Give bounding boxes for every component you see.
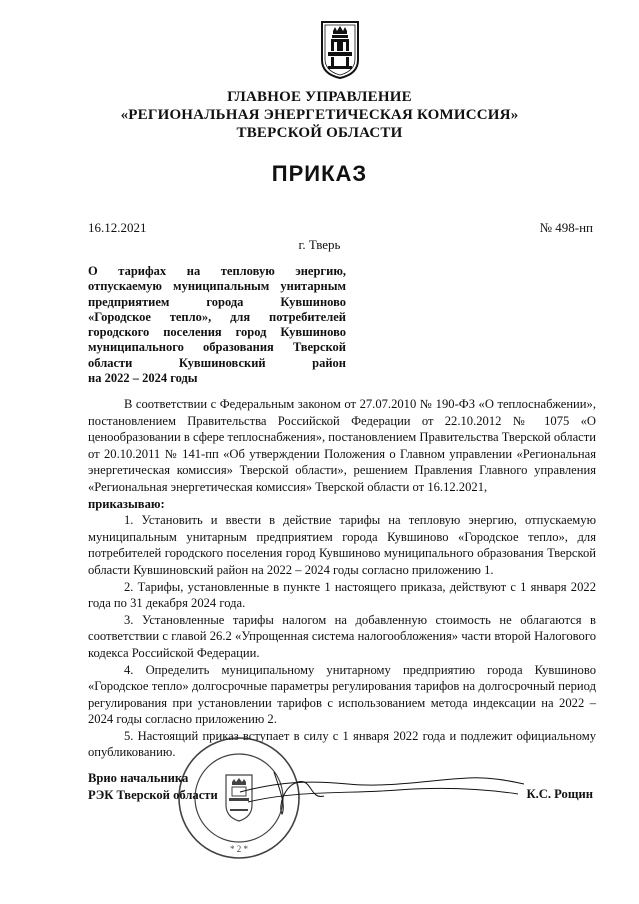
- signer-position: [88, 770, 218, 804]
- org-line: ТВЕРСКОЙ ОБЛАСТИ: [236, 125, 403, 141]
- handwritten-signature: [238, 760, 528, 820]
- subject-line: на 2022 – 2024 годы: [88, 371, 198, 386]
- document-city: г. Тверь: [298, 237, 341, 252]
- document-number: № 498-нп: [539, 220, 593, 235]
- order-item-4: 4. Определить муниципальному унитарному предприятию города Кувшиново «Городское тепло» долгосрочные параметры регулирования тарифов на долгосрочный период регулирования при установлении тарифов с использованием метода индексации на 2022 – 2024 годы согласно приложению 2.: [88, 662, 596, 727]
- subject-line: городского поселения город Кувшиново: [88, 325, 346, 340]
- org-line: ГЛАВНОЕ УПРАВЛЕНИЕ: [227, 89, 412, 105]
- order-word: приказываю:: [88, 496, 165, 511]
- organization-name: [0, 88, 639, 142]
- subject-line: муниципального образования Тверской: [88, 340, 346, 355]
- order-item-5: 5. Настоящий приказ вступает в силу с 1 января 2022 года и подлежит официальному опубликованию.: [88, 728, 596, 760]
- subject-line: предприятием города Кувшиново: [88, 294, 346, 309]
- order-item-2: 2. Тарифы, установленные в пункте 1 настоящего приказа, действуют с 1 января 2022 года по 31 декабря 2024 года.: [88, 579, 596, 611]
- subject-line: «Городское тепло», для потребителей: [88, 309, 346, 324]
- subject-line: отпускаемую муниципальным унитарным: [88, 279, 346, 294]
- signer-position-line: РЭК Тверской области: [88, 787, 218, 802]
- subject-line: О тарифах на тепловую энергию,: [88, 264, 346, 278]
- tver-coat-of-arms-icon: [320, 20, 360, 80]
- document-subject: [88, 264, 346, 386]
- document-date: 16.12.2021: [88, 220, 147, 235]
- order-item-3: 3. Установленные тарифы налогом на добавленную стоимость не облагаются в соответствии с главой 26.2 «Упрощенная система налогообложения» части второй Налогового кодекса Российской Федерации.: [88, 612, 596, 660]
- document-body: [88, 396, 596, 761]
- svg-text:* 2 *: * 2 *: [230, 844, 248, 854]
- signer-position-line: Врио начальника: [88, 771, 189, 785]
- org-line: «РЕГИОНАЛЬНАЯ ЭНЕРГЕТИЧЕСКАЯ КОМИССИЯ»: [120, 107, 519, 123]
- document-type-title: ПРИКАЗ: [271, 161, 368, 186]
- order-item-1: 1. Установить и ввести в действие тарифы на тепловую энергию, отпускаемую муниципальным унитарным предприятием города Кувшиново «Городское тепло», для потребителей городского поселения город Кувшиново муниципального образования Тверской области Кувшиновский район на 2022 – 2024 годы согласно приложению 1.: [88, 513, 596, 577]
- signer-name: К.С. Рощин: [526, 787, 593, 801]
- preamble-paragraph: В соответствии с Федеральным законом от 27.07.2010 № 190-ФЗ «О теплоснабжении», постановлением Правительства Российской Федерации от 22.10.2012 № 1075 «О ценообразовании в сфере теплоснабжения», постановлением Правительства Тверской области от 20.10.2011 № 141-пп «Об утверждении Положения о Главном управлении «Региональная энергетическая комиссия» Тверской области», решением Правления Главного управления «Региональная энергетическая комиссия» Тверской области от 16.12.2021,: [88, 397, 596, 494]
- subject-line: области Кувшиновский район: [88, 355, 346, 370]
